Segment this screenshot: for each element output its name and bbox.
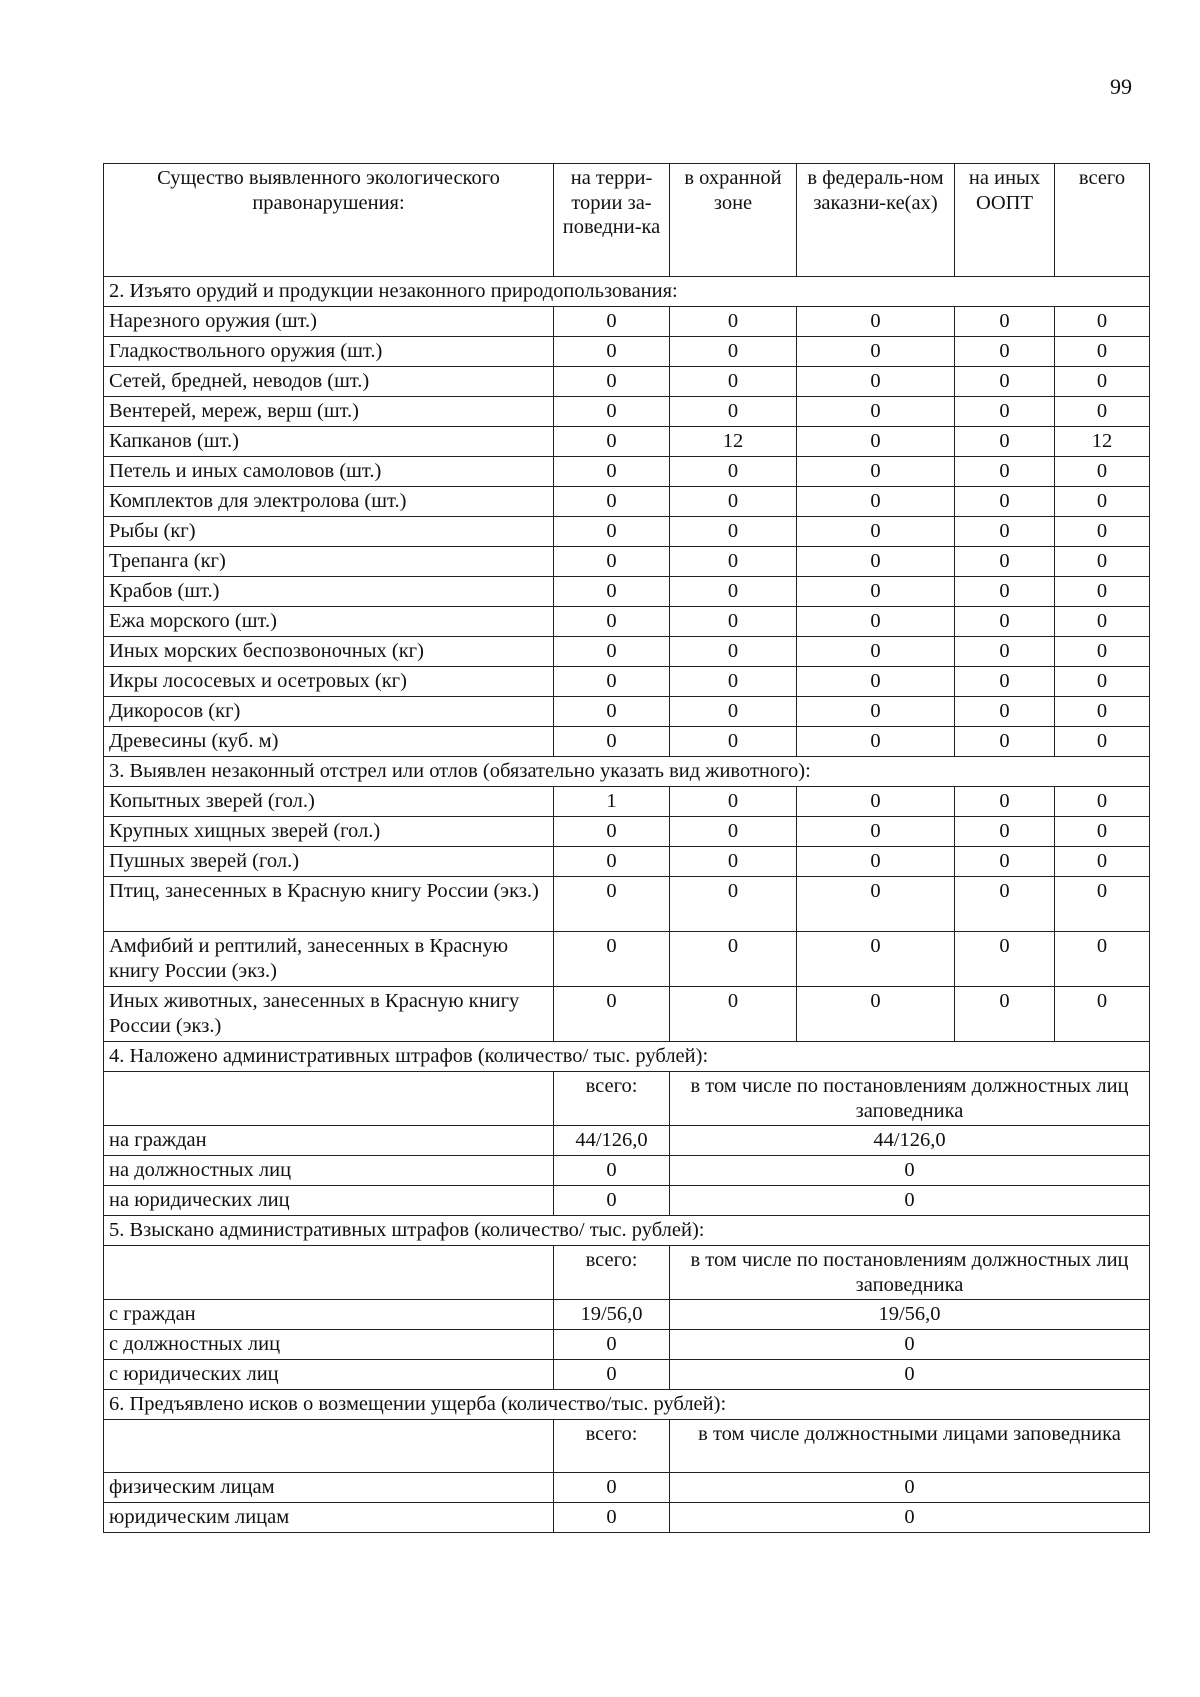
row-value: 0 (955, 932, 1055, 987)
table-row (104, 637, 1150, 667)
row-value: 0 (1055, 307, 1150, 337)
row-value: 0 (1055, 547, 1150, 577)
row-value: 0 (797, 487, 955, 517)
row-value: 0 (554, 337, 670, 367)
subheader-including: в том числе по постановлениям должностных лиц заповедника (670, 1072, 1150, 1126)
row-value: 0 (670, 637, 797, 667)
row-label: Трепанга (кг) (104, 547, 554, 577)
row-value: 0 (797, 787, 955, 817)
row-total: 0 (554, 1503, 670, 1533)
table-row (104, 987, 1150, 1042)
row-value: 0 (955, 457, 1055, 487)
violations-table (103, 163, 1150, 1533)
row-value: 0 (1055, 932, 1150, 987)
subheader-including: в том числе по постановлениям должностных лиц заповедника (670, 1246, 1150, 1300)
row-value: 0 (670, 337, 797, 367)
table-row (104, 1330, 1150, 1360)
row-value: 0 (955, 517, 1055, 547)
row-value: 0 (1055, 577, 1150, 607)
table-row (104, 1473, 1150, 1503)
row-value: 0 (670, 607, 797, 637)
row-value: 0 (1055, 787, 1150, 817)
header-buffer-zone: в охранной зоне (670, 164, 797, 277)
row-value: 0 (955, 817, 1055, 847)
row-value: 0 (670, 547, 797, 577)
row-value: 0 (1055, 847, 1150, 877)
row-value: 0 (670, 397, 797, 427)
row-value: 0 (1055, 877, 1150, 932)
section5-subheader (104, 1246, 1150, 1300)
row-value: 0 (554, 987, 670, 1042)
section2-title-row (104, 277, 1150, 307)
table-header (104, 164, 1150, 277)
row-value: 0 (670, 577, 797, 607)
table-row (104, 1186, 1150, 1216)
row-label: Копытных зверей (гол.) (104, 787, 554, 817)
row-value: 0 (797, 457, 955, 487)
row-label: Рыбы (кг) (104, 517, 554, 547)
row-value: 0 (1055, 637, 1150, 667)
row-value: 0 (670, 367, 797, 397)
row-value: 0 (554, 607, 670, 637)
row-label: Птиц, занесенных в Красную книгу России (экз.) (104, 877, 554, 932)
row-label: Крупных хищных зверей (гол.) (104, 817, 554, 847)
row-including: 44/126,0 (670, 1126, 1150, 1156)
row-label: Амфибий и рептилий, занесенных в Красную книгу России (экз.) (104, 932, 554, 987)
row-value: 0 (554, 457, 670, 487)
row-label: на граждан (104, 1126, 554, 1156)
row-value: 0 (670, 787, 797, 817)
row-label: Нарезного оружия (шт.) (104, 307, 554, 337)
row-total: 0 (554, 1360, 670, 1390)
row-value: 0 (955, 427, 1055, 457)
row-value: 0 (797, 727, 955, 757)
row-value: 0 (797, 932, 955, 987)
row-value: 0 (1055, 987, 1150, 1042)
row-value: 0 (797, 427, 955, 457)
table-row (104, 607, 1150, 637)
row-value: 0 (670, 987, 797, 1042)
table-row (104, 697, 1150, 727)
row-label: Иных животных, занесенных в Красную книгу России (экз.) (104, 987, 554, 1042)
row-value: 0 (955, 547, 1055, 577)
row-label: Иных морских беспозвоночных (кг) (104, 637, 554, 667)
row-value: 0 (554, 547, 670, 577)
row-label: Крабов (шт.) (104, 577, 554, 607)
table-row (104, 1300, 1150, 1330)
row-value: 0 (797, 397, 955, 427)
table-row (104, 847, 1150, 877)
row-value: 0 (554, 577, 670, 607)
table-row (104, 547, 1150, 577)
subheader-including: в том числе должностными лицами заповедника (670, 1420, 1150, 1473)
section2-title: 2. Изъято орудий и продукции незаконного природопользования: (104, 277, 1150, 307)
row-label: Икры лососевых и осетровых (кг) (104, 667, 554, 697)
row-value: 0 (797, 987, 955, 1042)
row-value: 0 (955, 307, 1055, 337)
section3-title: 3. Выявлен незаконный отстрел или отлов (обязательно указать вид животного): (104, 757, 1150, 787)
section6-title-row (104, 1390, 1150, 1420)
row-label: на юридических лиц (104, 1186, 554, 1216)
row-value: 0 (1055, 667, 1150, 697)
header-reserve-territory: на терри-тории за-поведни-ка (554, 164, 670, 277)
row-value: 0 (955, 697, 1055, 727)
row-including: 0 (670, 1503, 1150, 1533)
row-value: 0 (670, 667, 797, 697)
header-violation-type: Существо выявленного экологического правонарушения: (104, 164, 554, 277)
row-value: 0 (670, 877, 797, 932)
row-value: 0 (1055, 727, 1150, 757)
empty-cell (104, 1420, 554, 1473)
row-value: 0 (554, 367, 670, 397)
header-federal-reserve: в федераль-ном заказни-ке(ах) (797, 164, 955, 277)
row-value: 0 (797, 517, 955, 547)
row-value: 0 (797, 367, 955, 397)
row-label: с юридических лиц (104, 1360, 554, 1390)
row-value: 0 (955, 367, 1055, 397)
row-label: юридическим лицам (104, 1503, 554, 1533)
row-label: с граждан (104, 1300, 554, 1330)
table-row (104, 787, 1150, 817)
row-label: Древесины (куб. м) (104, 727, 554, 757)
table-row (104, 1156, 1150, 1186)
row-value: 0 (955, 667, 1055, 697)
row-value: 12 (1055, 427, 1150, 457)
row-value: 0 (554, 397, 670, 427)
row-value: 0 (797, 577, 955, 607)
row-value: 0 (797, 607, 955, 637)
row-value: 0 (554, 517, 670, 547)
section6-subheader (104, 1420, 1150, 1473)
row-value: 0 (797, 667, 955, 697)
row-value: 0 (1055, 607, 1150, 637)
section6-title: 6. Предъявлено исков о возмещении ущерба (количество/тыс. рублей): (104, 1390, 1150, 1420)
subheader-total: всего: (554, 1072, 670, 1126)
empty-cell (104, 1072, 554, 1126)
row-label: с должностных лиц (104, 1330, 554, 1360)
row-label: Сетей, бредней, неводов (шт.) (104, 367, 554, 397)
row-value: 0 (797, 337, 955, 367)
row-value: 0 (554, 817, 670, 847)
row-including: 0 (670, 1186, 1150, 1216)
row-label: на должностных лиц (104, 1156, 554, 1186)
header-other-protected-areas: на иных ООПТ (955, 164, 1055, 277)
row-total: 19/56,0 (554, 1300, 670, 1330)
table-row (104, 1503, 1150, 1533)
row-total: 0 (554, 1156, 670, 1186)
table-row (104, 397, 1150, 427)
row-label: Дикоросов (кг) (104, 697, 554, 727)
row-including: 19/56,0 (670, 1300, 1150, 1330)
row-value: 0 (797, 877, 955, 932)
table-row (104, 727, 1150, 757)
row-value: 0 (955, 337, 1055, 367)
row-value: 0 (955, 487, 1055, 517)
row-label: Ежа морского (шт.) (104, 607, 554, 637)
row-value: 0 (955, 577, 1055, 607)
row-including: 0 (670, 1473, 1150, 1503)
subheader-total: всего: (554, 1420, 670, 1473)
table-row (104, 667, 1150, 697)
subheader-total: всего: (554, 1246, 670, 1300)
row-value: 0 (797, 817, 955, 847)
section4-title-row (104, 1042, 1150, 1072)
row-value: 0 (1055, 367, 1150, 397)
row-total: 0 (554, 1473, 670, 1503)
row-value: 0 (670, 727, 797, 757)
row-value: 12 (670, 427, 797, 457)
row-label: физическим лицам (104, 1473, 554, 1503)
row-value: 0 (670, 457, 797, 487)
table-row (104, 367, 1150, 397)
row-value: 0 (554, 427, 670, 457)
row-value: 0 (554, 932, 670, 987)
row-value: 0 (955, 877, 1055, 932)
row-value: 0 (1055, 487, 1150, 517)
row-value: 0 (554, 697, 670, 727)
row-value: 0 (670, 307, 797, 337)
row-label: Гладкоствольного оружия (шт.) (104, 337, 554, 367)
row-value: 0 (670, 847, 797, 877)
row-total: 0 (554, 1330, 670, 1360)
table-row (104, 457, 1150, 487)
row-value: 0 (554, 667, 670, 697)
table-row (104, 1126, 1150, 1156)
row-value: 0 (955, 847, 1055, 877)
row-value: 0 (797, 307, 955, 337)
row-value: 0 (1055, 397, 1150, 427)
table-row (104, 307, 1150, 337)
header-total: всего (1055, 164, 1150, 277)
row-label: Петель и иных самоловов (шт.) (104, 457, 554, 487)
row-value: 0 (955, 607, 1055, 637)
row-value: 0 (670, 932, 797, 987)
table-row (104, 932, 1150, 987)
row-label: Пушных зверей (гол.) (104, 847, 554, 877)
table-row (104, 817, 1150, 847)
row-value: 0 (955, 987, 1055, 1042)
row-value: 0 (554, 727, 670, 757)
section5-title: 5. Взыскано административных штрафов (количество/ тыс. рублей): (104, 1216, 1150, 1246)
row-value: 1 (554, 787, 670, 817)
row-value: 0 (670, 487, 797, 517)
empty-cell (104, 1246, 554, 1300)
section5-title-row (104, 1216, 1150, 1246)
page-number: 99 (1110, 74, 1132, 99)
row-value: 0 (1055, 697, 1150, 727)
row-value: 0 (554, 847, 670, 877)
section3-title-row (104, 757, 1150, 787)
row-value: 0 (797, 547, 955, 577)
row-value: 0 (797, 847, 955, 877)
row-value: 0 (797, 637, 955, 667)
row-value: 0 (554, 637, 670, 667)
table-row (104, 1360, 1150, 1390)
row-including: 0 (670, 1330, 1150, 1360)
row-total: 44/126,0 (554, 1126, 670, 1156)
row-value: 0 (670, 697, 797, 727)
row-value: 0 (1055, 337, 1150, 367)
row-value: 0 (1055, 517, 1150, 547)
table-row (104, 427, 1150, 457)
row-value: 0 (1055, 457, 1150, 487)
row-value: 0 (554, 307, 670, 337)
row-label: Капканов (шт.) (104, 427, 554, 457)
row-label: Комплектов для электролова (шт.) (104, 487, 554, 517)
row-label: Вентерей, мереж, верш (шт.) (104, 397, 554, 427)
table-row (104, 337, 1150, 367)
row-value: 0 (955, 787, 1055, 817)
table-row (104, 517, 1150, 547)
row-value: 0 (955, 637, 1055, 667)
row-value: 0 (554, 877, 670, 932)
section4-subheader (104, 1072, 1150, 1126)
section4-title: 4. Наложено административных штрафов (количество/ тыс. рублей): (104, 1042, 1150, 1072)
row-value: 0 (1055, 817, 1150, 847)
row-value: 0 (797, 697, 955, 727)
row-total: 0 (554, 1186, 670, 1216)
row-including: 0 (670, 1360, 1150, 1390)
table-row (104, 487, 1150, 517)
table-row (104, 877, 1150, 932)
row-value: 0 (955, 727, 1055, 757)
row-value: 0 (554, 487, 670, 517)
row-value: 0 (670, 517, 797, 547)
row-value: 0 (670, 817, 797, 847)
row-value: 0 (955, 397, 1055, 427)
row-including: 0 (670, 1156, 1150, 1186)
table-row (104, 577, 1150, 607)
